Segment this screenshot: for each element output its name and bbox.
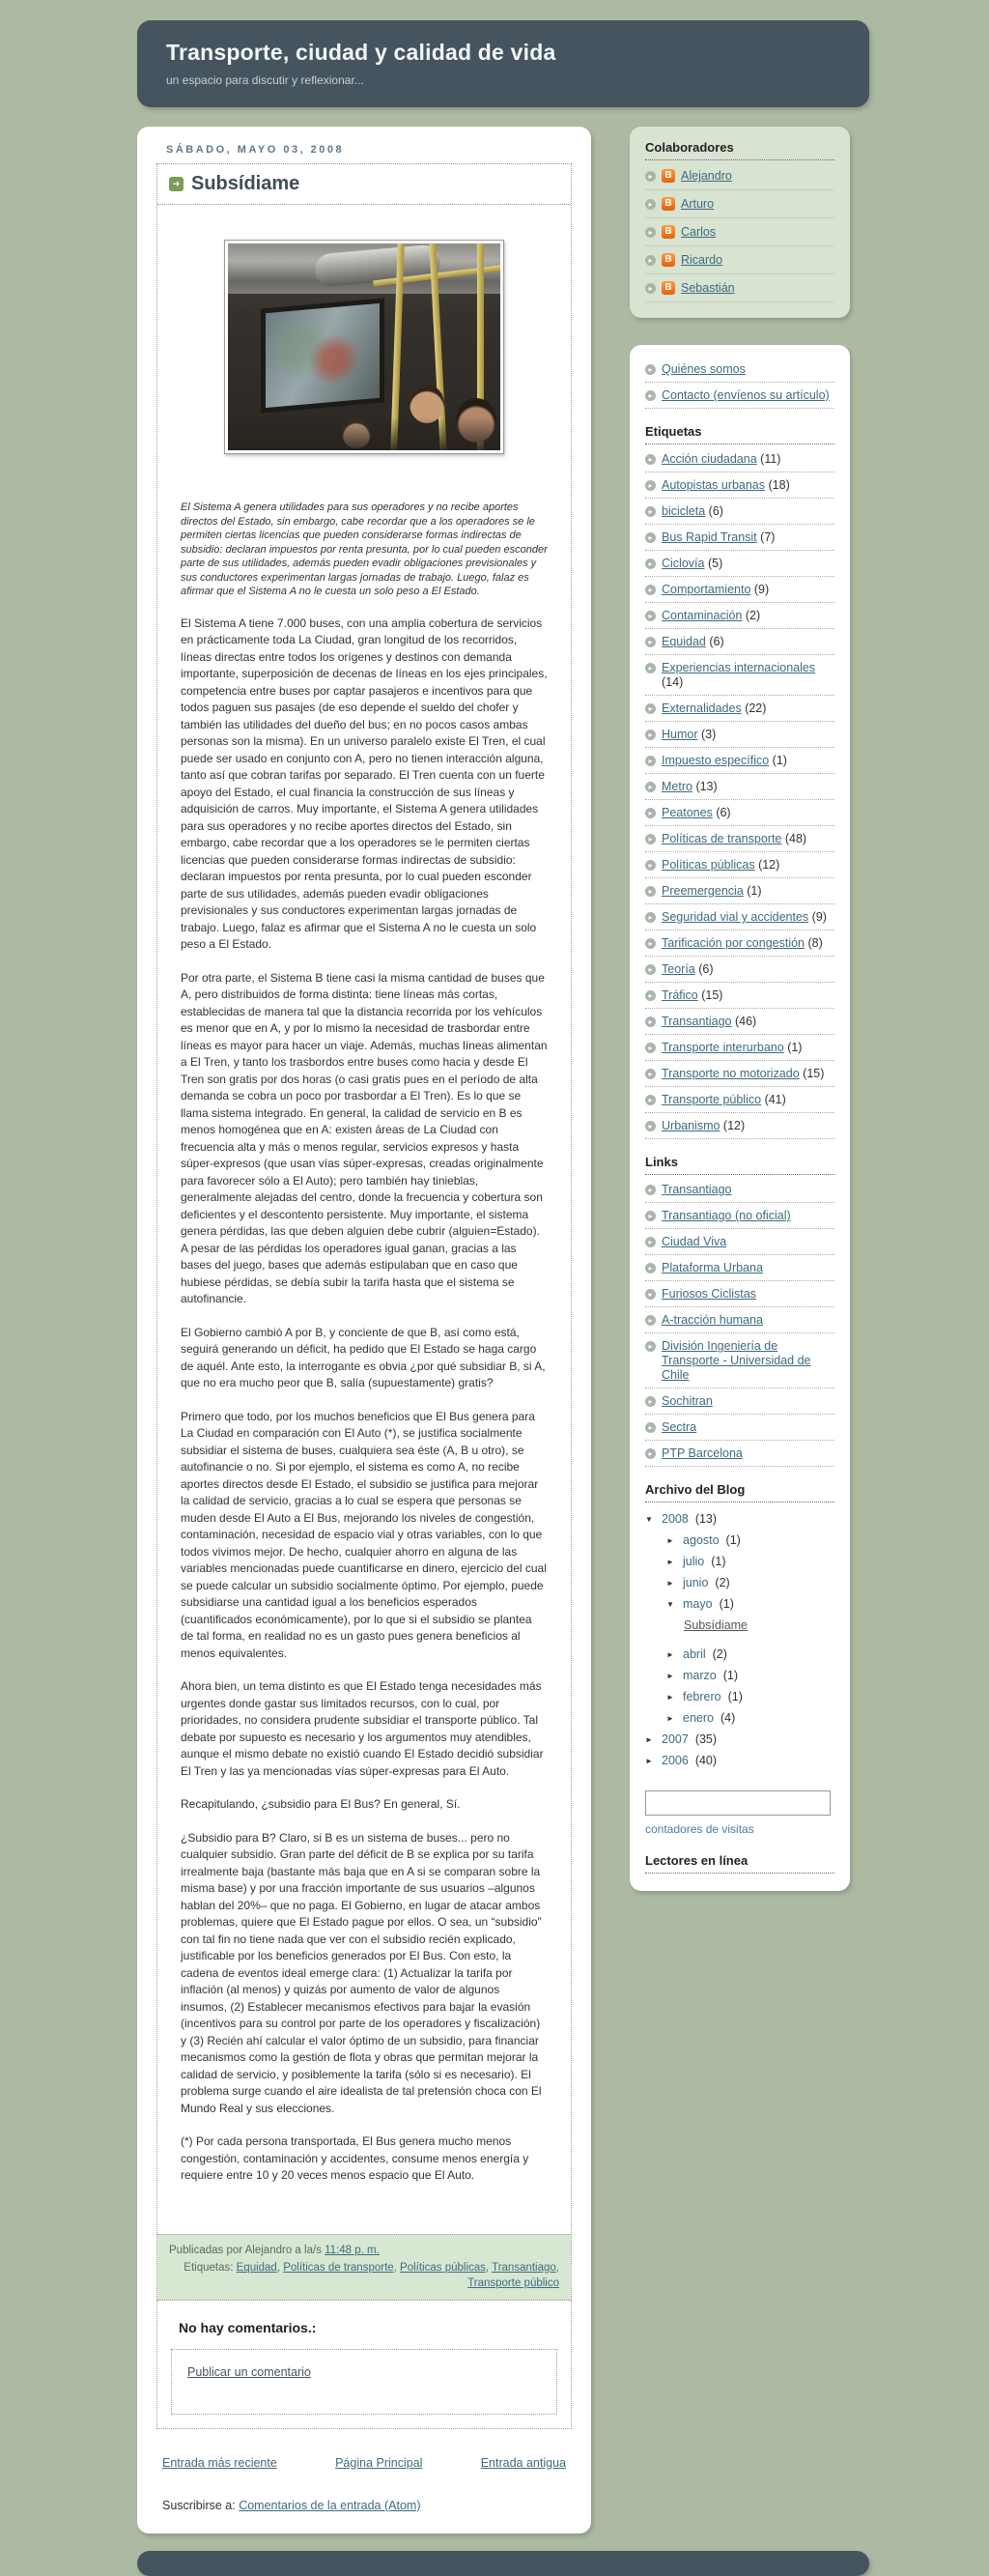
collaborator-item <box>645 274 834 302</box>
arrow-bullet-icon <box>645 1448 656 1459</box>
label-text <box>662 701 766 716</box>
blogroll-link[interactable]: Transantiago <box>662 1183 732 1196</box>
photo-crowd <box>228 417 500 450</box>
post-footer <box>157 2234 571 2301</box>
arrow-bullet-icon <box>645 364 656 375</box>
post-body <box>157 205 571 2234</box>
label-text <box>662 1067 824 1081</box>
post-paragraph: Recapitulando, ¿subsidio para El Bus? En general, Sí. <box>181 1797 461 1811</box>
arrow-bullet-icon <box>645 703 656 714</box>
pager <box>162 2456 566 2470</box>
arrow-bullet-icon <box>645 1185 656 1195</box>
archive-count: (1) <box>725 1533 741 1547</box>
post-label-link[interactable]: Transporte público <box>467 2276 559 2289</box>
archive-toggle-icon[interactable]: ► <box>645 1734 653 1744</box>
label-count: (9) <box>753 583 770 596</box>
archive-count: (2) <box>712 1647 727 1661</box>
blogroll-link[interactable]: Transantiago (no oficial) <box>662 1209 791 1222</box>
post-label-link[interactable]: Políticas públicas <box>400 2261 486 2274</box>
blogroll-item <box>645 1307 834 1333</box>
sidebar <box>630 127 850 1918</box>
arrow-bullet-icon <box>645 585 656 595</box>
post-date: SÁBADO, MAYO 03, 2008 <box>166 144 345 156</box>
arrow-bullet-icon <box>645 227 656 238</box>
readers-heading: Lectores en línea <box>645 1853 834 1874</box>
label-text <box>662 910 827 925</box>
visit-counter-widget <box>645 1790 834 1838</box>
label-count: (6) <box>698 962 714 976</box>
blogroll-link[interactable]: División Ingeniería de Transporte - Universidad de Chile <box>662 1339 811 1382</box>
arrow-bullet-icon <box>645 1043 656 1053</box>
blogroll-item <box>645 1255 834 1281</box>
label-text <box>662 1119 745 1133</box>
label-text <box>662 936 823 951</box>
label-link[interactable]: Peatones <box>662 806 713 819</box>
archive-row <box>666 1644 834 1665</box>
label-text <box>662 661 834 690</box>
archive-row <box>666 1530 834 1551</box>
label-text <box>662 884 762 899</box>
bus-interior-photo <box>228 243 500 450</box>
post-title-row <box>157 164 571 205</box>
label-count: (1) <box>747 884 762 898</box>
post <box>156 163 572 2301</box>
archive-count: (1) <box>727 1690 743 1703</box>
label-link[interactable]: Equidad <box>662 635 706 648</box>
label-link[interactable]: Acción ciudadana <box>662 452 757 466</box>
label-text <box>662 832 806 846</box>
label-link[interactable]: Experiencias internacionales <box>662 661 816 674</box>
blogroll-item <box>645 1203 834 1229</box>
archive-row <box>645 1729 834 1750</box>
post-intro-quote: El Sistema A genera utilidades para sus operadores y no recibe aportes directos del Estado, sin embargo, cabe recordar que a los operadores se le permiten ciertas licencias que pueden considerarse formas indirectas de subsidio: declaran impuestos por renta presunta, por lo cual pueden esconder parte de sus utilidades, además pueden evadir obligaciones previsionales y sus conductores experimentan largas jornadas de trabajo. Luego, falaz es afirmar que el Sistema A no le cuesta un solo peso a El Estado. <box>181 501 548 597</box>
archive-toggle-icon[interactable]: ► <box>645 1756 653 1765</box>
archive-heading: Archivo del Blog <box>645 1482 834 1503</box>
archive-row <box>666 1551 834 1572</box>
label-count: (12) <box>758 858 780 872</box>
home-link[interactable]: Página Principal <box>335 2455 423 2470</box>
collaborator-link[interactable]: Ricardo <box>681 253 723 267</box>
arrow-bullet-icon <box>645 782 656 792</box>
label-text <box>662 504 723 519</box>
archive-row <box>666 1686 834 1707</box>
archive-row <box>666 1572 834 1593</box>
older-post-link[interactable]: Entrada antigua <box>480 2455 566 2470</box>
blogroll-link[interactable]: PTP Barcelona <box>662 1446 743 1460</box>
arrow-bullet-icon <box>645 1341 656 1352</box>
label-text <box>662 635 724 649</box>
label-count: (22) <box>745 701 767 715</box>
archive-row <box>645 1750 834 1771</box>
post-title[interactable]: Subsídiame <box>191 173 300 194</box>
comment-form-area <box>171 2349 557 2415</box>
blog-title[interactable]: Transporte, ciudad y calidad de vida <box>166 40 556 65</box>
label-link[interactable]: Externalidades <box>662 701 742 715</box>
label-link[interactable]: bicicleta <box>662 504 706 518</box>
about-link-item <box>645 383 834 409</box>
archive-period-link[interactable]: 2007 <box>662 1732 689 1746</box>
layout-container <box>137 0 869 2576</box>
label-count: (1) <box>772 754 787 767</box>
label-count: (8) <box>807 936 823 950</box>
label-link[interactable]: Autopistas urbanas <box>662 478 766 492</box>
post-comment-link[interactable]: Publicar un comentario <box>187 2364 311 2379</box>
label-item <box>645 957 834 983</box>
subscribe-link[interactable]: Comentarios de la entrada (Atom) <box>239 2498 421 2512</box>
collaborator-link[interactable]: Alejandro <box>681 169 732 183</box>
collaborator-link[interactable]: Sebastián <box>681 281 735 295</box>
label-link[interactable]: Políticas públicas <box>662 858 755 872</box>
label-item <box>645 826 834 852</box>
collaborator-item <box>645 162 834 190</box>
arrow-bullet-icon <box>645 506 656 517</box>
label-count: (5) <box>707 557 723 570</box>
arrow-bullet-icon <box>645 199 656 210</box>
arrow-bullet-icon <box>645 1263 656 1274</box>
archive-toggle-icon[interactable]: ► <box>666 1692 674 1702</box>
label-item <box>645 446 834 472</box>
label-text <box>662 557 722 571</box>
label-text <box>662 988 722 1003</box>
arrow-bullet-icon <box>645 964 656 975</box>
label-text <box>662 806 731 820</box>
arrow-bullet-icon <box>645 1289 656 1300</box>
archive-period-link[interactable]: junio <box>683 1576 709 1589</box>
links-heading: Links <box>645 1155 834 1175</box>
label-link[interactable]: Ciclovía <box>662 557 705 570</box>
archive-count: (2) <box>715 1576 730 1589</box>
arrow-bullet-icon <box>645 1422 656 1433</box>
label-count: (11) <box>760 452 781 466</box>
labels-prefix: Etiquetas: <box>184 2261 237 2274</box>
arrow-bullet-icon <box>645 390 656 401</box>
blogger-profile-icon <box>662 253 675 267</box>
archive-count: (1) <box>711 1555 726 1568</box>
arrow-bullet-icon <box>645 637 656 647</box>
label-item <box>645 1087 834 1113</box>
byline-text: Publicadas por Alejandro a la/s <box>169 2244 325 2256</box>
label-text <box>662 1041 802 1055</box>
label-link[interactable]: Teoría <box>662 962 695 976</box>
label-link[interactable]: Urbanismo <box>662 1119 721 1132</box>
label-link[interactable]: Contaminación <box>662 609 743 622</box>
content-columns <box>137 127 869 2533</box>
label-item <box>645 655 834 696</box>
archive-count: (4) <box>720 1711 736 1725</box>
label-link[interactable]: Humor <box>662 728 698 741</box>
blogroll-item <box>645 1177 834 1203</box>
arrow-bullet-icon <box>645 663 656 673</box>
label-link[interactable]: Bus Rapid Transit <box>662 530 757 544</box>
label-item <box>645 577 834 603</box>
collaborators-heading: Colaboradores <box>645 140 834 160</box>
arrow-bullet-icon <box>645 756 656 766</box>
arrow-bullet-icon <box>645 860 656 871</box>
archive-post-link[interactable]: Subsídiame <box>684 1618 749 1632</box>
post-paragraph: Por otra parte, el Sistema B tiene casi la misma cantidad de buses que A, pero distribuidos de forma distinta: tiene líneas más cortas, establecidas de manera tal que la distancia recorrida por los vehículos es menor que en A, y por lo mismo la necesidad de trasbordar entre líneas es mayor para hacer un viaje. Además, muchas líneas alimentan a El Tren, y tanto los trasbordos entre buses como hacia y desde El Tren son gratis por dos horas (o casi gratis pues en el período de alta demanda se cobra un poco por trasbordar a El Tren). Es lo que se llama sistema integrado. En general, la calidad de servicio en B es menos homogénea que en A: existen áreas de La Ciudad con frecuencia alta y más o menos regular, servicios expresos y hasta súper-expresos (que usan vías súper-expresas, creadas originalmente para favorecer sólo a El Auto); pero también hay tinieblas, generalmente alejadas del centro, donde la frecuencia y cobertura son deficientes y el descontento persistente. Muy importante, el sistema genera pérdidas, las que deben alguien debe cubrir (alguien=Estado). A pesar de las pérdidas los operadores igual ganan, gracias a las bases del juego, bases que además estipulaban que en caso que hubiese pérdidas, se debía subir la tarifa hasta que el sistema se autofinancie. <box>181 970 548 1305</box>
archive-period-link[interactable]: marzo <box>683 1669 717 1682</box>
arrow-bullet-icon <box>645 532 656 543</box>
arrow-bullet-icon <box>645 1095 656 1105</box>
archive-row <box>666 1593 834 1615</box>
archive-toggle-icon[interactable]: ► <box>666 1578 674 1588</box>
collaborator-link[interactable]: Carlos <box>681 225 717 239</box>
post-paragraph: El Gobierno cambió A por B, y conciente de que B, así como está, seguirá generando un déficit, ha pedido que El Estado se haga cargo de aquél. Ante esto, la interrogante es obvia ¿por qué subsidiar B, si A, que no era mucho peor que B, salía (supuestamente) gratis? <box>181 1325 546 1389</box>
arrow-bullet-icon <box>645 808 656 818</box>
arrow-bullet-icon <box>645 1396 656 1407</box>
archive-toggle-icon[interactable]: ▼ <box>645 1514 653 1524</box>
blogroll-link[interactable]: Furiosos Ciclistas <box>662 1287 756 1301</box>
arrow-bullet-icon <box>645 611 656 621</box>
archive-period-link[interactable]: agosto <box>683 1533 720 1547</box>
blogroll-item <box>645 1281 834 1307</box>
label-text <box>662 780 718 794</box>
label-count: (41) <box>764 1093 786 1106</box>
archive-toggle-icon[interactable]: ▼ <box>666 1599 674 1609</box>
post-label-link[interactable]: Políticas de transporte <box>283 2261 394 2274</box>
label-item <box>645 1061 834 1087</box>
archive-period-link[interactable]: enero <box>683 1711 714 1725</box>
arrow-bullet-icon <box>645 990 656 1001</box>
archive-row <box>684 1615 834 1644</box>
label-count: (9) <box>811 910 827 924</box>
archive-period-link[interactable]: 2006 <box>662 1754 689 1767</box>
label-text <box>662 728 716 742</box>
archive-count: (40) <box>694 1754 718 1767</box>
post-image[interactable] <box>224 240 504 454</box>
newer-post-link[interactable]: Entrada más reciente <box>162 2455 277 2470</box>
archive-count: (1) <box>722 1669 739 1682</box>
label-count: (14) <box>662 675 684 689</box>
arrow-bullet-icon <box>645 834 656 844</box>
collaborators-list <box>645 162 834 302</box>
collaborator-item <box>645 246 834 274</box>
label-text <box>662 1093 786 1107</box>
blogger-profile-icon <box>662 225 675 239</box>
label-count: (15) <box>803 1067 825 1080</box>
label-item <box>645 722 834 748</box>
label-count: (6) <box>716 806 731 819</box>
label-count: (18) <box>768 478 790 492</box>
label-link[interactable]: Impuesto específico <box>662 754 770 767</box>
blog-header <box>137 20 869 107</box>
blogroll-link[interactable]: Sectra <box>662 1420 697 1434</box>
label-item <box>645 774 834 800</box>
arrow-bullet-icon <box>645 171 656 182</box>
label-item <box>645 930 834 957</box>
about-links-list <box>645 357 834 409</box>
blogroll-link[interactable]: A-tracción humana <box>662 1313 763 1327</box>
label-link[interactable]: Tarificación por congestión <box>662 936 805 950</box>
label-count: (7) <box>760 530 776 544</box>
archive-period-link[interactable]: abril <box>683 1647 706 1661</box>
blogger-profile-icon <box>662 169 675 183</box>
label-link[interactable]: Políticas de transporte <box>662 832 782 845</box>
archive-period-link[interactable]: julio <box>683 1555 705 1568</box>
blogroll-item <box>645 1229 834 1255</box>
blogroll-list <box>645 1177 834 1467</box>
archive-toggle-icon[interactable]: ► <box>666 1557 674 1566</box>
label-link[interactable]: Transporte no motorizado <box>662 1067 800 1080</box>
post-paragraph: El Sistema A tiene 7.000 buses, con una amplia cobertura de servicios en prácticamente toda La Ciudad, gran longitud de los recorridos, líneas directas entre todos los orígenes y destinos con demanda importante, superposición de decenas de líneas en los ejes principales, competencia entre buses por captar pasajeros e incentivos para que todos paguen sus pasajes (de eso depende el sueldo del chofer y también las utilidades del dueño del bus; en no pocos casos ambas personas son la misma). En un universo paralelo existe El Tren, el cual puede ser usado en conjunto con A, pero no tienen interacción alguna, tanto así que cobran tarifas por separado. El Tren cuenta con un fuerte apoyo del Estado, el cual financia la construcción de sus líneas y adquisición de carros. Muy importante, el Sistema A genera utilidades para sus operadores y no recibe aportes directos del Estado, sin embargo, cabe recordar que a los operadores se le permiten ciertas licencias que pueden considerarse formas indirectas de subsidio: declaran impuestos por renta presunta, por lo cual pueden esconder parte de sus utilidades, además pueden evadir obligaciones previsionales y sus conductores experimentan largas jornadas de trabajo. Luego, falaz es afirmar que el Sistema A no le cuesta un solo peso a El Estado. <box>181 615 548 951</box>
post-paragraph: Primero que todo, por los muchos beneficios que El Bus genera para La Ciudad en comparación con El Auto (*), se justifica socialmente subsidiar el sistema de buses, cualquiera sea éste (A, B u otro), se autofinancie o no. Si por ejemplo, el sistema es como A, no recibe aportes directos desde El Estado, el subsidio se justifica para mejorar la calidad de servicio, gracias a lo cual se espera que personas se muden desde El Auto a El Bus, mejorando los niveles de congestión, contaminación, necesidad de espacio vial y otras variables, con lo que todos vivimos mejor. De hecho, cualquier ahorro en alguna de las variables mencionadas puede cuantificarse en dinero, ejercicio del cual se puede calcular un subsidio socialmente óptimo. Por ejemplo, puede subsidiarse una cantidad igual a los beneficios esperados (cuantificados económicamente), por lo que si el subsidio se plantea de tal forma, en realidad no es un gasto pues genera beneficios al menos equivalentes. <box>181 1409 547 1660</box>
label-count: (13) <box>695 780 718 793</box>
arrow-bullet-icon <box>645 1237 656 1247</box>
archive-period-link[interactable]: mayo <box>683 1597 713 1611</box>
archive-row <box>645 1508 834 1530</box>
archive-count: (13) <box>694 1512 718 1526</box>
label-item <box>645 603 834 629</box>
post-paragraph: (*) Por cada persona transportada, El Bus genera mucho menos congestión, contaminación y accidentes, consume menos energía y requiere entre 10 y 20 veces menos espacio que El Auto. <box>181 2134 529 2182</box>
arrow-bullet-icon <box>645 255 656 266</box>
label-text <box>662 609 760 623</box>
arrow-bullet-icon <box>645 912 656 923</box>
comments-heading: No hay comentarios.: <box>179 2319 317 2335</box>
label-link[interactable]: Tráfico <box>662 988 698 1002</box>
archive-toggle-icon[interactable]: ► <box>666 1671 674 1680</box>
archive-count: (1) <box>719 1597 734 1611</box>
arrow-bullet-icon <box>645 730 656 740</box>
label-item <box>645 1009 834 1035</box>
label-text <box>662 452 780 467</box>
arrow-bullet-icon <box>645 1211 656 1221</box>
label-count: (1) <box>787 1041 803 1054</box>
label-text <box>662 1015 756 1029</box>
label-item <box>645 748 834 774</box>
subscribe-line <box>162 2499 566 2512</box>
label-item <box>645 800 834 826</box>
blogroll-item <box>645 1333 834 1388</box>
labels-list <box>645 446 834 1139</box>
sidebar-widgets-box <box>630 345 850 1891</box>
collaborator-link[interactable]: Arturo <box>681 197 715 211</box>
label-link[interactable]: Comportamiento <box>662 583 751 596</box>
arrow-bullet-icon <box>645 454 656 465</box>
label-link[interactable]: Transporte público <box>662 1093 762 1106</box>
label-item <box>645 525 834 551</box>
label-link[interactable]: Preemergencia <box>662 884 744 898</box>
label-item <box>645 878 834 904</box>
post-paragraph: Ahora bien, un tema distinto es que El Estado tenga necesidades más urgentes donde gastar sus limitados recursos, con lo cual, por prioridades, no considera prudente subsidiar el transporte público. Tal debate por supuesto es necesario y los argumentos muy atendibles, aunque el mismo debate no existió cuando El Estado decidió subsidiar El Tren y las ya mencionadas vías súper-expresas para El Auto. <box>181 1679 544 1778</box>
blogroll-link[interactable]: Ciudad Viva <box>662 1235 727 1248</box>
arrow-bullet-icon <box>645 558 656 569</box>
post-label-link[interactable]: Equidad <box>236 2261 277 2274</box>
label-item <box>645 472 834 499</box>
label-link[interactable]: Transantiago <box>662 1015 732 1028</box>
blogroll-item <box>645 1441 834 1467</box>
archive-period-link[interactable]: 2008 <box>662 1512 689 1526</box>
blogroll-link[interactable]: Plataforma Urbana <box>662 1261 763 1274</box>
main-column <box>137 127 591 2533</box>
visit-counter-frame <box>645 1790 831 1816</box>
blogroll-link[interactable]: Sochitran <box>662 1394 713 1408</box>
post-paragraphs <box>181 615 548 2185</box>
label-item <box>645 551 834 577</box>
footer-bar <box>137 2551 869 2576</box>
label-link[interactable]: Metro <box>662 780 692 793</box>
arrow-bullet-icon <box>645 1121 656 1131</box>
photo-window <box>261 298 384 413</box>
labels-heading: Etiquetas <box>645 424 834 444</box>
label-item <box>645 629 834 655</box>
about-link[interactable]: Quiénes somos <box>662 362 746 376</box>
comments-section <box>156 2301 572 2429</box>
label-item <box>645 499 834 525</box>
label-count: (6) <box>709 635 724 648</box>
label-text <box>662 858 779 873</box>
collaborator-item <box>645 190 834 218</box>
label-count: (2) <box>745 609 761 622</box>
arrow-bullet-icon <box>645 938 656 949</box>
archive-toggle-icon[interactable]: ► <box>666 1713 674 1723</box>
label-text <box>662 478 790 493</box>
arrow-bullet-icon <box>645 1315 656 1326</box>
blogroll-item <box>645 1388 834 1415</box>
post-arrow-icon <box>169 177 184 191</box>
label-item <box>645 983 834 1009</box>
label-count: (48) <box>784 832 807 845</box>
about-link-item <box>645 357 834 383</box>
archive-tree <box>645 1508 834 1771</box>
blogger-profile-icon <box>662 197 675 211</box>
arrow-bullet-icon <box>645 1016 656 1027</box>
post-label-links: Equidad, Políticas de transporte, Políticas públicas, Transantiago, Transporte público <box>236 2261 559 2289</box>
label-text <box>662 530 775 545</box>
arrow-bullet-icon <box>645 1069 656 1079</box>
label-count: (15) <box>701 988 723 1002</box>
label-item <box>645 852 834 878</box>
blogroll-item <box>645 1415 834 1441</box>
label-item <box>645 696 834 722</box>
archive-toggle-icon[interactable]: ► <box>666 1649 674 1659</box>
archive-row <box>666 1707 834 1729</box>
collaborator-item <box>645 218 834 246</box>
counter-link[interactable]: contadores de visitas <box>645 1822 754 1836</box>
label-text <box>662 962 714 977</box>
post-byline <box>169 2243 559 2258</box>
label-item <box>645 1113 834 1139</box>
label-count: (3) <box>701 728 717 741</box>
arrow-bullet-icon <box>645 480 656 491</box>
label-link[interactable]: Seguridad vial y accidentes <box>662 910 809 924</box>
label-link[interactable]: Transporte interurbano <box>662 1041 784 1054</box>
arrow-bullet-icon <box>645 283 656 294</box>
post-labels-line <box>169 2260 559 2291</box>
collaborators-box <box>630 127 850 318</box>
archive-count: (35) <box>694 1732 718 1746</box>
archive-toggle-icon[interactable]: ► <box>666 1535 674 1545</box>
blogger-profile-icon <box>662 281 675 295</box>
subscribe-prefix: Suscribirse a: <box>162 2498 240 2512</box>
timestamp-link[interactable]: 11:48 p. m. <box>325 2244 380 2256</box>
label-text <box>662 583 769 597</box>
blog-subtitle: un espacio para discutir y reflexionar... <box>166 73 364 87</box>
label-item <box>645 1035 834 1061</box>
label-count: (6) <box>708 504 723 518</box>
label-text <box>662 754 787 768</box>
arrow-bullet-icon <box>645 886 656 897</box>
label-item <box>645 904 834 930</box>
label-count: (46) <box>734 1015 757 1028</box>
about-link[interactable]: Contacto (envíenos su artículo) <box>662 388 830 402</box>
label-count: (12) <box>722 1119 746 1132</box>
archive-row <box>666 1665 834 1686</box>
post-paragraph: ¿Subsidio para B? Claro, si B es un sistema de buses... pero no cualquier subsidio. Gran parte del déficit de B se explica por su tarifa irrealmente baja (bastante más baja que en A si se comparan sobre la misma base) y por una fracción importante de sus usuarios –algunos hablan del 20%– que no paga. El Gobierno, en lugar de atacar ambos problemas, quiere que El Estado pague por ellos. O sea, un “subsidio” con tal fin no tiene nada que ver con el subsidio recién explicado, justificable por los beneficios generados por El Bus. Con esto, la cadena de eventos ideal emerge clara: (1) Actualizar la tarifa por inflación (al menos) y quizás por aumento de valor de algunos insumos, (2) Establecer mecanismos efectivos para bajar la evasión (incentivos para su control por parte de los operadores y fiscalización) y (3) Recién ahí calcular el valor óptimo de un subsidio, para financiar mecanismos como la gestión de flota y obras que permitan mejorar la calidad de servicio, y posiblemente la tarifa (sólo si es necesario). El problema surge cuando el aire idealista de tal pretensión choca con El Mundo Real y sus elecciones. <box>181 1830 542 2115</box>
archive-period-link[interactable]: febrero <box>683 1690 721 1703</box>
post-label-link[interactable]: Transantiago <box>492 2261 556 2274</box>
